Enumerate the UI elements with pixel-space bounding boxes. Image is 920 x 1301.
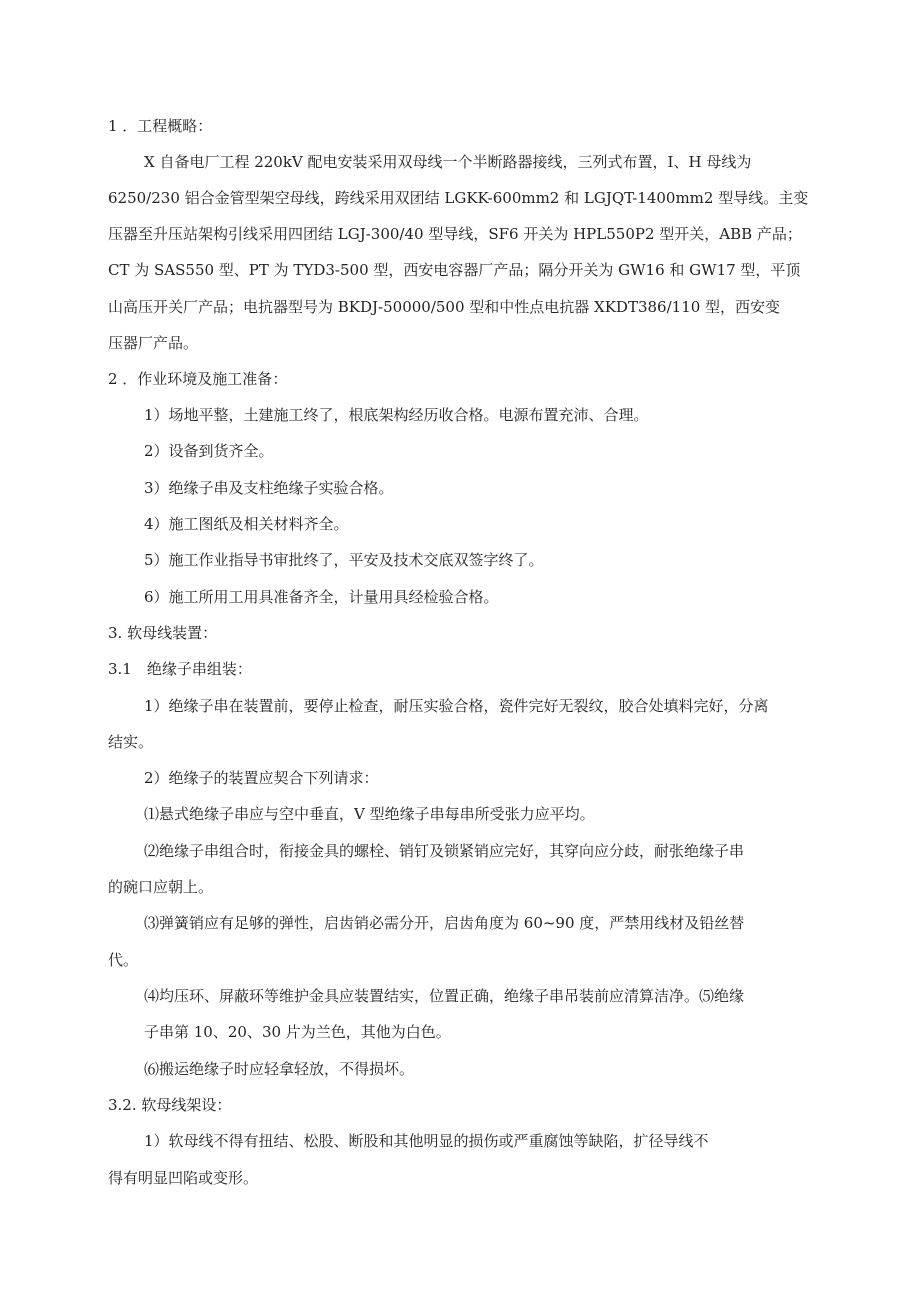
list-item: ⑶弹簧销应有足够的弹性，启齿销必需分开，启齿角度为 60~90 度，严禁用线材及铅丝替	[144, 914, 745, 932]
list-item: 2）绝缘子的装置应契合下列请求：	[144, 769, 379, 787]
list-item: 6）施工所用工用具准备齐全，计量用具经检验合格。	[144, 588, 499, 606]
section-1-heading: 1 ．工程概略：	[108, 117, 213, 135]
list-item: ⑴悬式绝缘子串应与空中垂直，V 型绝缘子串每串所受张力应平均。	[144, 805, 595, 823]
paragraph-line: 山高压开关厂产品；电抗器型号为 BKDJ-50000/500 型和中性点电抗器 XKDT386/110 型，西安变	[108, 298, 781, 316]
paragraph-line: 压器厂产品。	[108, 334, 199, 352]
list-item: ⑷均压环、屏蔽环等维护金具应装置结实，位置正确，绝缘子串吊装前应清算洁净。⑸绝缘	[144, 987, 745, 1005]
subsection-3-1-heading: 3.1 绝缘子串组装：	[108, 660, 252, 678]
subsection-3-2-heading: 3.2. 软母线架设：	[108, 1096, 232, 1114]
paragraph-line: CT 为 SAS550 型、PT 为 TYD3-500 型，西安电容器厂产品；隔分开关为 GW16 和 GW17 型，平顶	[108, 261, 801, 279]
list-item: 1）场地平整，土建施工终了，根底架构经历收合格。电源布置充沛、合理。	[144, 406, 649, 424]
list-item: 4）施工图纸及相关材料齐全。	[144, 515, 349, 533]
list-item: 3）绝缘子串及支柱绝缘子实验合格。	[144, 479, 394, 497]
section-2-heading: 2 ．作业环境及施工准备：	[108, 370, 288, 388]
paragraph-line: 的碗口应朝上。	[108, 878, 214, 896]
list-item: 1）绝缘子串在装置前，要停止检查，耐压实验合格，瓷件完好无裂纹，胶合处填料完好，分离	[144, 697, 769, 715]
paragraph-line: 子串第 10、20、30 片为兰色，其他为白色。	[144, 1023, 451, 1041]
paragraph-line: 代。	[108, 951, 139, 969]
paragraph-line: 压器至升压站架构引线采用四团结 LGJ-300/40 型导线，SF6 开关为 HPL550P2 型开关，ABB 产品；	[108, 225, 802, 243]
list-item: 1）软母线不得有扭结、松股、断股和其他明显的损伤或严重腐蚀等缺陷，扩径导线不	[144, 1132, 709, 1150]
list-item: ⑵绝缘子串组合时，衔接金具的螺栓、销钉及锁紧销应完好，其穿向应分歧，耐张绝缘子串	[144, 842, 745, 860]
list-item: 2）设备到货齐全。	[144, 442, 274, 460]
paragraph-line: 6250/230 铝合金管型架空母线，跨线采用双团结 LGKK-600mm2 和 LGJQT-1400mm2 型导线。主变	[108, 189, 809, 207]
paragraph-line: 结实。	[108, 733, 154, 751]
section-3-heading: 3. 软母线装置：	[108, 624, 218, 642]
list-item: 5）施工作业指导书审批终了，平安及技术交底双签字终了。	[144, 551, 544, 569]
paragraph-line: 得有明显凹陷或变形。	[108, 1169, 259, 1187]
paragraph-line: X 自备电厂工程 220kV 配电安装采用双母线一个半断路器接线，三列式布置，I、H 母线为	[144, 153, 752, 171]
list-item: ⑹搬运绝缘子时应轻拿轻放，不得损坏。	[144, 1060, 415, 1078]
